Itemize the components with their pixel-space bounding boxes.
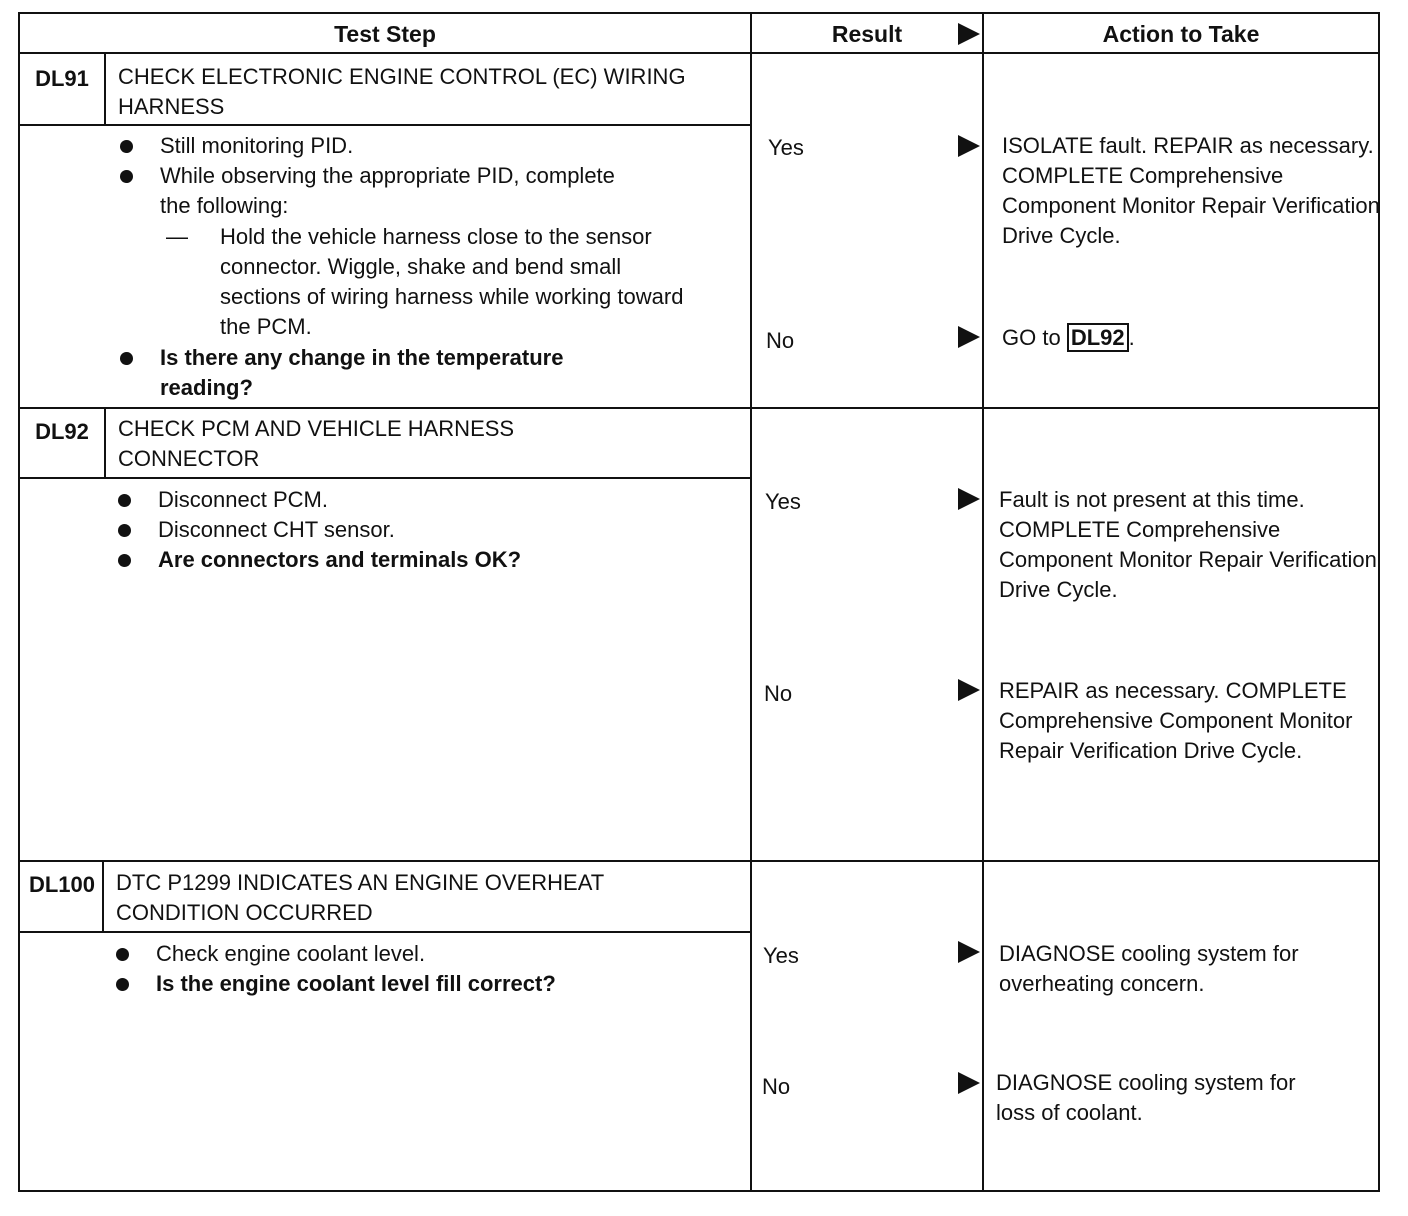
action-text: DIAGNOSE cooling system for overheating concern. [999,941,1299,996]
result-yes: Yes [765,489,801,514]
result-yes: Yes [763,943,799,968]
dash-icon: — [166,224,188,249]
step-reference-link[interactable]: DL92 [1067,323,1129,352]
bullet-text: Check engine coolant level. [156,941,426,966]
bullet-text: Still monitoring PID. [160,133,354,158]
arrow-icon [958,1072,980,1094]
action-text: REPAIR as necessary. COMPLETE Comprehensive Component Monitor Repair Verification Drive Cycle. [999,678,1353,763]
bullet-text: While observing the appropriate PID, complete the following: [160,163,615,218]
result-no: No [762,1074,791,1099]
header-arrow-icon [958,23,980,45]
step-title: DTC P1299 INDICATES AN ENGINE OVERHEAT CONDITION OCCURRED [116,870,604,925]
bullet-icon [118,524,131,537]
action-prefix: GO to [1002,325,1061,350]
step-code: DL100 [28,872,96,897]
title-divider [20,124,752,126]
arrow-icon [958,326,980,348]
code-divider [104,54,106,126]
header-action: Action to Take [1102,20,1260,47]
action-text [1002,323,1382,353]
code-divider [104,409,106,479]
col-divider-action [982,14,984,1190]
action-suffix: . [1128,325,1135,350]
diagnostic-table [18,12,1380,1192]
header-test-step: Test Step [334,20,436,47]
step-title: CHECK ELECTRONIC ENGINE CONTROL (EC) WIRING HARNESS [118,64,686,119]
title-divider [20,477,752,479]
bullet-text: Disconnect CHT sensor. [158,517,395,542]
step-code: DL91 [35,66,89,91]
header-divider [20,52,1378,54]
action-text: DIAGNOSE cooling system for loss of coolant. [996,1070,1296,1125]
result-yes: Yes [768,135,804,160]
sub-item-text: Hold the vehicle harness close to the sensor connector. Wiggle, shake and bend small sections of wiring harness while working toward the PCM. [220,224,684,339]
bullet-icon [118,494,131,507]
row-divider [20,860,1378,862]
row-divider [20,407,1378,409]
bullet-icon [116,948,129,961]
step-code: DL92 [35,419,89,444]
bullet-icon [118,554,131,567]
bullet-text: Is there any change in the temperature reading? [160,345,564,400]
header-result: Result [831,20,903,47]
bullet-text: Is the engine coolant level fill correct? [156,971,556,996]
result-no: No [766,328,795,353]
bullet-text: Are connectors and terminals OK? [158,547,522,572]
title-divider [20,931,752,933]
col-divider-result [750,14,752,1190]
bullet-text: Disconnect PCM. [158,487,328,512]
action-text: Fault is not present at this time. COMPLETE Comprehensive Component Monitor Repair Verification Drive Cycle. [999,487,1377,602]
code-divider [102,862,104,932]
arrow-icon [958,135,980,157]
arrow-icon [958,488,980,510]
bullet-icon [116,978,129,991]
arrow-icon [958,679,980,701]
bullet-icon [120,170,133,183]
step-title: CHECK PCM AND VEHICLE HARNESS CONNECTOR [118,416,515,471]
bullet-icon [120,352,133,365]
arrow-icon [958,941,980,963]
bullet-icon [120,140,133,153]
action-text: ISOLATE fault. REPAIR as necessary. COMPLETE Comprehensive Component Monitor Repair Verification Drive Cycle. [1002,133,1380,248]
result-no: No [764,681,793,706]
